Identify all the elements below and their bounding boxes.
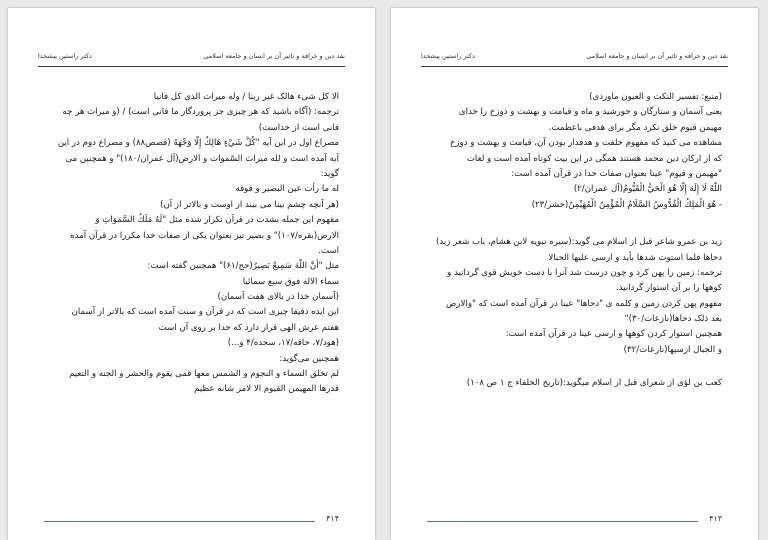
page-number: ۴۱۴ <box>326 514 339 523</box>
text-line: مصراع اول در این آیه "كُلُّ شَيْءٍ هَالِكٌ إِلَّا وَجْهَهُ (قصص۸۸) و مصراع دوم در این <box>57 138 339 149</box>
text-line: (هود/۷، حاقه/۱۷، سجده/۴ و...) <box>227 338 339 349</box>
paragraph-gap <box>427 213 722 235</box>
header-book-title: نقد دین و خرافه و تاثیر آن بر انسان و جامعه اسلامی <box>586 52 728 60</box>
page-footer <box>427 514 722 526</box>
text-line: اللَّهُ لَا إِلَهَ إِلَّا هُوَ الْحَيُّ الْقَيُّومُ(آل عمران/۲) <box>573 184 722 195</box>
paragraph-gap <box>427 358 722 376</box>
text-line: گوید: <box>320 168 339 179</box>
text-line: - هُوَ الْمَلِكُ الْقُدُّوسُ السَّلَامُ الْمُؤْمِنُ الْمُهَيْمِنُ(حشر/۲۳) <box>531 199 722 210</box>
text-line: سماء الاله فوق سبع سمائیا <box>242 276 339 287</box>
text-line: بعد ذلک دحاها(نازعات/۳۰)" <box>624 314 722 325</box>
text-line: مشاهده می کنید که مفهوم خلقت و هدفدار بودن آن، قیامت و بهشت و دوزخ <box>449 138 722 149</box>
text-line: الارض(بقره/۱۰۷)" و بصیر نیز بعنوان یکی از صفات خدا مکررا در قرآن آمده <box>70 230 339 241</box>
left-page <box>8 8 375 540</box>
text-line: مهیمن قیوم خلق نکرد مگر برای هدفی باعظمت. <box>548 122 722 133</box>
text-line: همچنین استوار کردن کوهها و ارسی عینا در قرآن آمده است: <box>505 329 722 340</box>
header-author: دکتر راستین پیشخدا <box>421 52 475 60</box>
footer-rule <box>44 521 315 522</box>
text-line: است. <box>318 245 339 256</box>
text-line: کوهها را بر آن استوار گردانید. <box>615 283 722 294</box>
left-page-body <box>44 90 339 398</box>
text-line: همچنین می‌گوید: <box>279 353 339 364</box>
text-line: مفهوم پهن کردن زمین و کلمه ی "دحاها" عینا در قرآن آمده است که "والارض <box>446 298 722 309</box>
text-line: هفتم عرش الهی قرار دارد که خدا بر روی آن است <box>158 322 339 333</box>
footer-rule <box>427 521 698 522</box>
text-line: این ایده دقیقا چیزی است که در قرآن و سنت آمده است که بالاتر از آسمان <box>71 307 339 318</box>
text-line: دحاها فلما استوت شدها بأید و ارسی علیها الجبالا <box>548 252 722 263</box>
text-line: (هر آنچه چشم بینا می بیند از اوست و بالاتر از آن) <box>160 199 339 210</box>
text-line: زید بن عمرو شاعر قبل از اسلام می گوید:(سیره نبویه لابن هشام، باب شعر زید) <box>436 237 722 248</box>
text-line: "مهیمن و قیوم" عینا بعنوان صفات خدا در قرآن آمده است: <box>511 168 722 179</box>
text-line: (آسمان خدا در بالای هفت آسمان) <box>217 292 339 303</box>
right-page-body <box>427 90 722 392</box>
text-line: قدرها المهیمن القیوم الا لامر شانه عظیم <box>194 384 339 395</box>
text-line: ترجمه: (آگاه باشید که هر چیزی جز پروردگار ما فانی است) / (و میراث هر چه <box>62 107 339 118</box>
text-line: (منبع: تفسیر النکت و العیون ماوردی) <box>589 92 722 102</box>
text-line: فانی است از خداست) <box>258 122 339 133</box>
page-header <box>38 50 345 67</box>
text-line: مفهوم این جمله بشدت در قرآن تکرار شده مثل "لَهُ مَلَكُ السَّمَوَاتِ وَ <box>95 215 339 226</box>
text-line: یعنی آسمان و ستارگان و خورشید و ماه و قیامت و بهشت و دوزخ را خدای <box>458 107 722 118</box>
text-line: و الجبال ارسیها(نازعات/۳۲) <box>623 344 722 355</box>
text-line: مثل "أَنَّ اللَّهَ سَمِيعٌ بَصِيرٌ(حج/۶۱)" همچنین گفته است: <box>147 261 339 272</box>
page-header <box>421 50 728 67</box>
text-line: که از ارکان دین محمد هستند همگی در این بیت کوتاه آمده است و لغات <box>466 153 722 164</box>
right-page <box>391 8 758 540</box>
text-line: لم تخلق السماء و النجوم و الشمس معها قمی یقوم والحشر و الجنه و النعیم <box>69 369 339 380</box>
page-footer <box>44 514 339 526</box>
text-line: ترجمه: زمین را پهن کرد و چون درست شد آنرا با دست خویش قوی گردانید و <box>447 267 722 278</box>
page-number: ۴۱۳ <box>709 514 722 523</box>
text-line: الا کل شیء هالک غیر ربنا / وله میراث الذی کل فانیا <box>153 92 339 102</box>
text-line: له ما رأت عین البصیر و فوقه <box>235 184 339 195</box>
text-line: آیه آمده است و لله میراث السّموات و الارض(آل عمران/۱۸۰)" و همچنین می <box>65 153 339 164</box>
header-book-title: نقد دین و خرافه و تاثیر آن بر انسان و جامعه اسلامی <box>203 52 345 60</box>
text-line: کعب بن لؤی از شعرای قبل از اسلام میگوید:(تاریخ الخلفاء ج ۱ ص ۱۰۸) <box>466 378 722 389</box>
header-author: دکتر راستین پیشخدا <box>38 52 92 60</box>
